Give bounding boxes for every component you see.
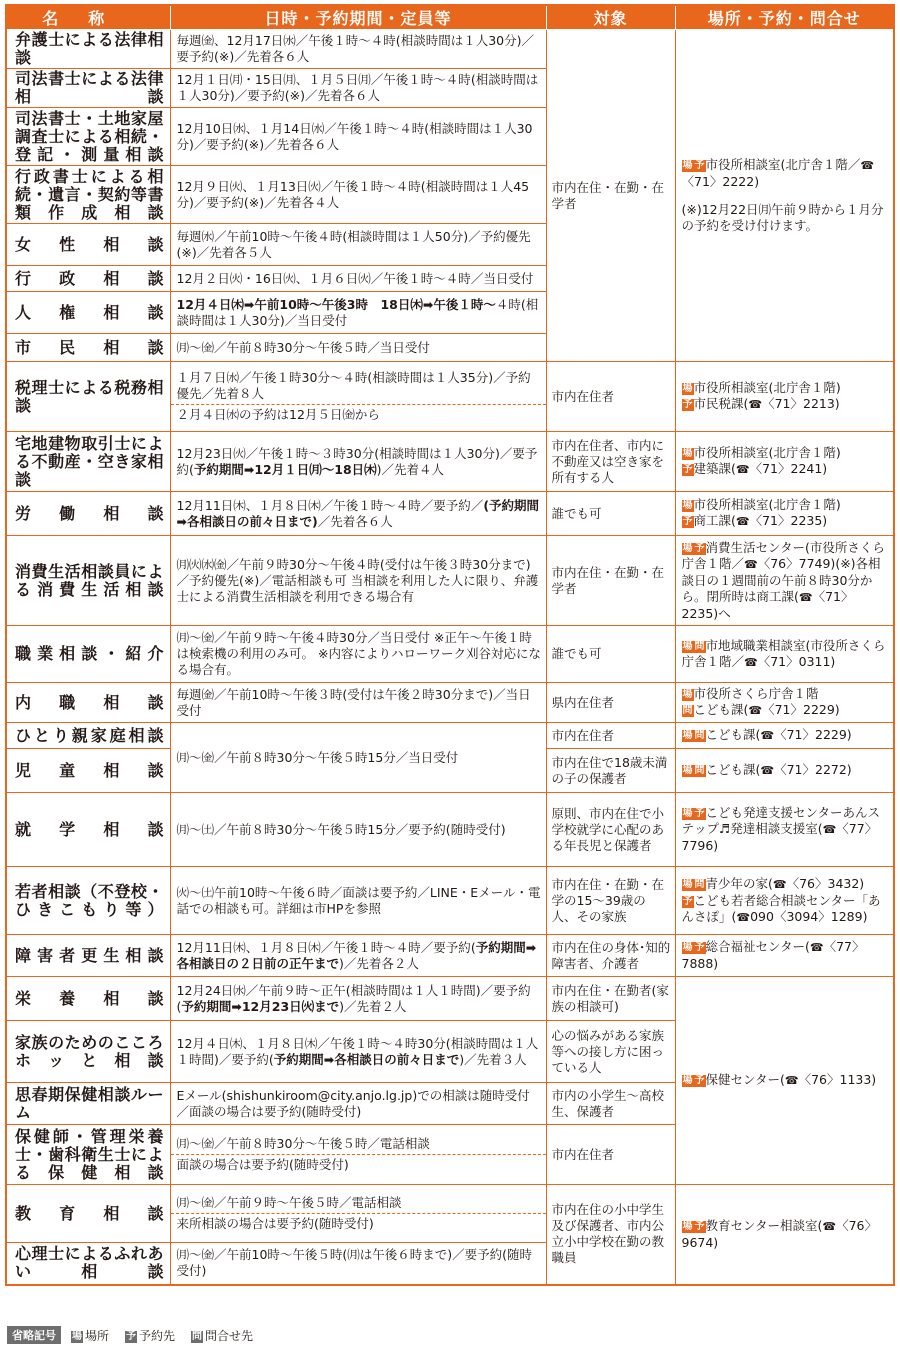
header-name: 名称 xyxy=(6,5,170,30)
consultation-table xyxy=(5,4,895,1286)
table-row xyxy=(6,626,894,683)
row-place xyxy=(675,626,894,683)
abbreviation-legend xyxy=(7,1326,269,1344)
place-text: 市役所相談室(北庁舎１階／ xyxy=(705,157,861,172)
row-name: 弁護士による法律相談 xyxy=(6,30,170,69)
reserve-icon: 予 xyxy=(694,942,705,953)
inquiry-icon: 問 xyxy=(694,640,705,652)
legend-item-inquiry xyxy=(191,1327,253,1344)
row-datetime xyxy=(170,1021,546,1083)
phone-icon: ☎ xyxy=(735,515,750,528)
datetime-text: )／先着各２人 xyxy=(339,955,419,971)
row-name: 職業相談・紹介 xyxy=(6,626,170,683)
row-name: 消費生活相談員による消費生活相談 xyxy=(6,536,170,626)
row-name: 教育相談 xyxy=(6,1185,170,1243)
datetime-text: 12月４日㈭、１月８日㈭／午後１時～４時30分(相談時間は１人１時間)／要予約( xyxy=(176,1035,539,1067)
table-row xyxy=(6,492,894,536)
row-target: 市内在住で18歳未満の子の保護者 xyxy=(546,749,675,793)
datetime-part: ２月４日㈬の予約は12月５日㈮から xyxy=(171,404,546,425)
row-datetime: 12月２日㈫・16日㈫、１月６日㈫／午後１時～４時／当日受付 xyxy=(170,266,546,292)
row-datetime: ㈪㈫㈬㈮／午前９時30分～午後４時(受付は午後３時30分まで)／予約優先(※)／電話相談も可 当相談を利用した人に限り、弁護士による消費生活相談を利用できる場合有 xyxy=(170,536,546,626)
table-row xyxy=(6,977,894,1021)
row-target: 原則、市内在住で小学校就学に心配のある年長児と保護者 xyxy=(546,793,675,867)
phone-number: 〈76〉7749) xyxy=(757,555,836,571)
row-datetime xyxy=(170,977,546,1021)
row-datetime: 毎週㈮、12月17日㈬／午後１時～４時(相談時間は１人30分)／要予約(※)／先着各６人 xyxy=(170,30,546,69)
phone-icon: ☎ xyxy=(744,655,758,669)
row-datetime xyxy=(170,362,546,432)
row-name: 家族のためのこころホッと相談 xyxy=(6,1021,170,1083)
row-place xyxy=(675,536,894,626)
row-datetime: 毎週㈮／午前10時～午後３時(受付は午後２時30分まで)／当日受付 xyxy=(170,683,546,723)
row-target: 市内在住者、市内に不動産又は空き家を所有する人 xyxy=(546,432,675,492)
row-place xyxy=(675,683,894,723)
reserve-icon: 予 xyxy=(682,516,693,527)
place-text: 市役所相談室(北庁舎１階) xyxy=(693,445,841,460)
datetime-text: 12月23日㈫／午後１時～３時30分(相談時間は１人30分)／要予約( xyxy=(176,445,538,477)
table-header-row xyxy=(6,5,894,30)
place-icon: 場 xyxy=(682,942,693,953)
reserve-icon: 予 xyxy=(694,1075,705,1086)
datetime-text: )／先着３人 xyxy=(459,1051,527,1067)
row-target: 県内在住者 xyxy=(546,683,675,723)
inquiry-icon: 問 xyxy=(682,705,693,716)
inquiry-icon: 問 xyxy=(694,730,705,741)
phone-icon: ☎ xyxy=(748,398,763,411)
row-datetime: 12月９日㈫、１月13日㈫／午後１時～４時(相談時間は１人45分)／要予約(※)／先着各４人 xyxy=(170,166,546,224)
phone-icon: ☎ xyxy=(784,1074,799,1087)
row-target: 市内在住者 xyxy=(546,723,675,749)
reserve-icon: 予 xyxy=(694,542,705,554)
phone-icon: ☎ xyxy=(736,910,751,924)
table-row xyxy=(6,683,894,723)
row-target: 市内在住者 xyxy=(546,1125,675,1185)
row-name: 保健師・管理栄養士・歯科衛生士による保健相談 xyxy=(6,1125,170,1185)
place-icon: 場 xyxy=(72,1330,82,1342)
row-name: 障害者更生相談 xyxy=(6,935,170,977)
phone-number: 〈77〉7796) xyxy=(681,821,878,853)
row-name: 労働相談 xyxy=(6,492,170,536)
place-text: 青少年の家( xyxy=(705,875,773,891)
phone-number: 〈71〉2235)へ xyxy=(681,588,854,621)
phone-icon: ☎ xyxy=(735,463,750,476)
table-row xyxy=(6,30,894,69)
row-name: 女性相談 xyxy=(6,224,170,266)
reserve-icon: 予 xyxy=(694,1220,705,1232)
place-text: 市役所相談室(北庁舎１階) xyxy=(693,497,841,512)
phone-number: 〈71〉2272) xyxy=(774,762,852,777)
legend-label: 予約先 xyxy=(139,1328,176,1343)
place-icon: 場 xyxy=(682,1220,693,1232)
row-datetime: ㈪～㈯／午前８時30分～午後５時15分／要予約(随時受付) xyxy=(170,793,546,867)
row-place xyxy=(675,362,894,432)
place-text: 消費生活センター(市役所さくら庁舎１階／ xyxy=(681,539,885,571)
row-target: 誰でも可 xyxy=(546,492,675,536)
phone-number: 〈71〉2241) xyxy=(749,461,828,476)
phone-icon: ☎ xyxy=(744,557,758,571)
datetime-text: )／先着２人 xyxy=(339,998,407,1014)
legend-title: 省略記号 xyxy=(7,1326,61,1344)
row-place xyxy=(675,723,894,749)
place-icon: 場 xyxy=(682,730,693,741)
row-target: 市内在住の身体･知的障害者、介護者 xyxy=(546,935,675,977)
reserve-icon: 予 xyxy=(126,1330,137,1342)
legend-item-place xyxy=(71,1327,109,1344)
table-row xyxy=(6,935,894,977)
row-name: 児童相談 xyxy=(6,749,170,793)
header-target: 対象 xyxy=(546,5,675,30)
place-icon: 場 xyxy=(682,160,693,171)
phone-number: 〈77〉7888) xyxy=(681,939,865,971)
place-text: 保健センター( xyxy=(705,1072,785,1087)
place-icon: 場 xyxy=(682,500,693,511)
header-datetime: 日時・予約期間・定員等 xyxy=(170,5,546,30)
row-place xyxy=(675,935,894,977)
row-target: 市内在住の小中学生及び保護者、市内公立小中学校在勤の教職員 xyxy=(546,1185,675,1285)
datetime-part: 来所相談の場合は要予約(随時受付) xyxy=(171,1213,546,1234)
legend-label: 問合せ先 xyxy=(205,1328,254,1343)
place-icon: 場 xyxy=(682,878,693,890)
row-target: 市内在住・在勤・在学者 xyxy=(546,30,675,362)
phone-number: 〈76〉9674) xyxy=(681,1217,877,1250)
reserve-icon: 予 xyxy=(682,464,693,475)
table-row xyxy=(6,362,894,432)
datetime-bold: (予約期間➡各相談日の前々日まで) xyxy=(176,497,540,529)
row-target: 市内在住・在勤・在学者 xyxy=(546,536,675,626)
row-target: 市内在住・在勤・在学の15～39歳の人、その家族 xyxy=(546,867,675,935)
row-name: 思春期保健相談ルーム xyxy=(6,1083,170,1125)
row-datetime: 12月10日㈬、１月14日㈬／午後１時～４時(相談時間は１人30分)／要予約(※)／先着各６人 xyxy=(170,108,546,166)
place-icon: 場 xyxy=(682,383,693,394)
datetime-bold: 予約期間➡12月23日㈫まで xyxy=(181,998,340,1014)
row-name: 若者相談（不登校・ひきこもり等） xyxy=(6,867,170,935)
row-datetime: ㈪～㈮／午前８時30分～午後５時／当日受付 xyxy=(170,334,546,362)
reservation-note: (※)12月22日㈪午前９時から１月分の予約を受け付けます。 xyxy=(681,202,884,233)
place-note: (※)各相談日の１週間前の午前８時30分から。閉所時は商工課( xyxy=(681,555,881,604)
phone-icon: ☎ xyxy=(748,704,763,717)
place-text: 教育センター相談室( xyxy=(705,1217,823,1233)
row-datetime: Eメール(shishunkiroom@city.anjo.lg.jp)での相談は随時受付／面談の場合は要予約(随時受付) xyxy=(170,1083,546,1125)
datetime-part: １月７日㈬／午後１時30分～４時(相談時間は１人35分)／予約優先／先着８人 xyxy=(176,370,531,401)
phone-number: 090〈3094〉1289) xyxy=(750,908,868,924)
row-datetime: ㈪～㈮／午前10時～午後５時(㈪は午後６時まで)／要予約(随時受付) xyxy=(170,1243,546,1285)
row-place xyxy=(675,749,894,793)
row-datetime xyxy=(170,492,546,536)
inquiry-icon: 問 xyxy=(694,765,705,776)
row-place xyxy=(675,492,894,536)
row-datetime xyxy=(170,292,546,334)
place-text: こども課( xyxy=(705,762,761,777)
row-target: 心の悩みがある家族等への接し方に困っている人 xyxy=(546,1021,675,1083)
datetime-bold: 予約期間➡各相談日の前々日まで xyxy=(273,1051,460,1067)
phone-number: 〈71〉2235) xyxy=(749,513,828,528)
row-name: 人権相談 xyxy=(6,292,170,334)
place-icon: 場 xyxy=(682,765,693,776)
row-place xyxy=(675,432,894,492)
datetime-text: 12月24日㈬／午前９時～正午(相談時間は１人１時間)／要予約( xyxy=(176,982,531,1014)
datetime-text: ／先着各６人 xyxy=(317,513,393,529)
row-datetime: ㈪～㈮／午前８時30分～午後５時15分／当日受付 xyxy=(170,723,546,793)
reserve-icon: 予 xyxy=(682,399,693,410)
row-name: 宅地建物取引士による不動産・空き家相談 xyxy=(6,432,170,492)
phone-icon: ☎ xyxy=(798,590,813,604)
row-datetime xyxy=(170,1125,546,1185)
phone-icon: ☎ xyxy=(772,877,787,891)
place-text: こども発達支援センターあんステップ♬発達相談支援室( xyxy=(681,805,881,836)
reserve-icon: 予 xyxy=(694,160,705,171)
row-place xyxy=(675,30,894,362)
phone-icon: ☎ xyxy=(760,729,775,742)
place-text: 市役所相談室(北庁舎１階) xyxy=(693,380,841,395)
place-text: 商工課( xyxy=(693,513,736,528)
place-text: 市地域職業相談室(市役所さくら庁舎１階／ xyxy=(681,637,886,669)
phone-number: 〈71〉2229) xyxy=(762,702,840,717)
reserve-icon: 予 xyxy=(682,895,693,907)
row-place xyxy=(675,1185,894,1285)
phone-number: 〈71〉2229) xyxy=(774,727,852,742)
table-row xyxy=(6,867,894,935)
reserve-icon: 予 xyxy=(694,808,705,819)
phone-icon: ☎ xyxy=(809,941,824,954)
place-text: 市役所さくら庁舎１階 xyxy=(693,686,819,701)
row-target: 市内在住・在勤者(家族の相談可) xyxy=(546,977,675,1021)
place-icon: 場 xyxy=(682,542,693,554)
row-name: 行政相談 xyxy=(6,266,170,292)
row-datetime: ㈫～㈯午前10時～午後６時／面談は要予約／LINE・Eメール・電話での相談も可。詳細は市HPを参照 xyxy=(170,867,546,935)
phone-icon: ☎ xyxy=(822,823,837,836)
table-row xyxy=(6,793,894,867)
datetime-bold: 予約期間➡各相談日の２日前の正午まで xyxy=(176,939,537,971)
header-place: 場所・予約・問合せ xyxy=(675,5,894,30)
datetime-text: ４時(相談時間は１人30分)／当日受付 xyxy=(176,296,539,328)
phone-icon: ☎ xyxy=(860,159,875,172)
table-row xyxy=(6,1185,894,1243)
row-name: 就学相談 xyxy=(6,793,170,867)
row-datetime: ㈪～㈮／午前９時～午後４時30分／当日受付 ※正午～午後１時は検索機の利用のみ可。 ※内容によりハローワーク刈谷対応になる場合有。 xyxy=(170,626,546,683)
row-datetime xyxy=(170,432,546,492)
phone-number: 〈71〉2222) xyxy=(681,174,760,189)
row-name: ひとり親家庭相談 xyxy=(6,723,170,749)
place-icon: 場 xyxy=(682,640,693,652)
inquiry-icon: 問 xyxy=(192,1330,203,1342)
place-text: こども課( xyxy=(693,702,749,717)
phone-number: 〈76〉3432) xyxy=(786,875,865,891)
place-icon: 場 xyxy=(682,448,693,459)
datetime-text: 12月11日㈭、１月８日㈭／午後１時～４時／要予約( xyxy=(176,939,476,955)
row-target: 市内在住者 xyxy=(546,362,675,432)
place-text: こども課( xyxy=(705,727,761,742)
phone-icon: ☎ xyxy=(760,764,775,777)
row-datetime: 毎週㈬／午前10時～午後４時(相談時間は１人50分)／予約優先(※)／先着各５人 xyxy=(170,224,546,266)
phone-number: 〈71〉0311) xyxy=(757,653,836,669)
datetime-bold: 予約期間➡12月１日㈪～18日㈭ xyxy=(193,461,377,477)
row-place xyxy=(675,793,894,867)
datetime-text: 12月11日㈭、１月８日㈭／午後１時～４時／要予約／ xyxy=(176,497,484,513)
legend-item-reserve xyxy=(125,1327,175,1344)
row-name: 内職相談 xyxy=(6,683,170,723)
row-target: 市内の小学生～高校生、保護者 xyxy=(546,1083,675,1125)
row-name: 市民相談 xyxy=(6,334,170,362)
row-name: 心理士によるふれあい相談 xyxy=(6,1243,170,1285)
place-text: 建築課( xyxy=(693,461,736,476)
place-icon: 場 xyxy=(682,1075,693,1086)
datetime-text: )／先着４人 xyxy=(376,461,445,477)
row-target: 誰でも可 xyxy=(546,626,675,683)
phone-number: 〈76〉1133) xyxy=(798,1072,877,1087)
table-row xyxy=(6,432,894,492)
row-datetime xyxy=(170,1185,546,1243)
datetime-part: ㈪～㈮／午前８時30分～午後５時／電話相談 xyxy=(176,1136,430,1151)
phone-number: 〈71〉2213) xyxy=(762,396,840,411)
datetime-part: 面談の場合は要予約(随時受付) xyxy=(171,1154,546,1175)
row-name: 税理士による税務相談 xyxy=(6,362,170,432)
row-name: 司法書士・土地家屋調査士による相続・登記・測量相談 xyxy=(6,108,170,166)
table-row xyxy=(6,536,894,626)
row-place xyxy=(675,977,894,1185)
row-name: 栄養相談 xyxy=(6,977,170,1021)
place-text: 総合福祉センター( xyxy=(705,939,810,954)
phone-icon: ☎ xyxy=(822,1219,837,1233)
row-datetime xyxy=(170,935,546,977)
place-text: 市民税課( xyxy=(693,396,749,411)
legend-label: 場所 xyxy=(85,1328,110,1343)
place-text: こども若者総合相談センター「あんさぽ」( xyxy=(681,892,881,924)
row-datetime: 12月１日㈪・15日㈪、１月５日㈪／午後１時～４時(相談時間は１人30分)／要予約(※)／先着各６人 xyxy=(170,69,546,108)
table-row xyxy=(6,723,894,749)
row-name: 司法書士による法律相談 xyxy=(6,69,170,108)
place-icon: 場 xyxy=(682,808,693,819)
consultation-table-wrapper xyxy=(5,4,893,1286)
row-place xyxy=(675,867,894,935)
place-icon: 場 xyxy=(682,689,693,700)
datetime-part: ㈪～㈮／午前９時～午後５時／電話相談 xyxy=(176,1195,402,1210)
inquiry-icon: 問 xyxy=(694,878,705,890)
datetime-bold: 12月４日㈭➡午前10時～午後3時 18日㈭➡午後１時～ xyxy=(176,296,496,312)
row-name: 行政書士による相続・遺言・契約等書類作成相談 xyxy=(6,166,170,224)
